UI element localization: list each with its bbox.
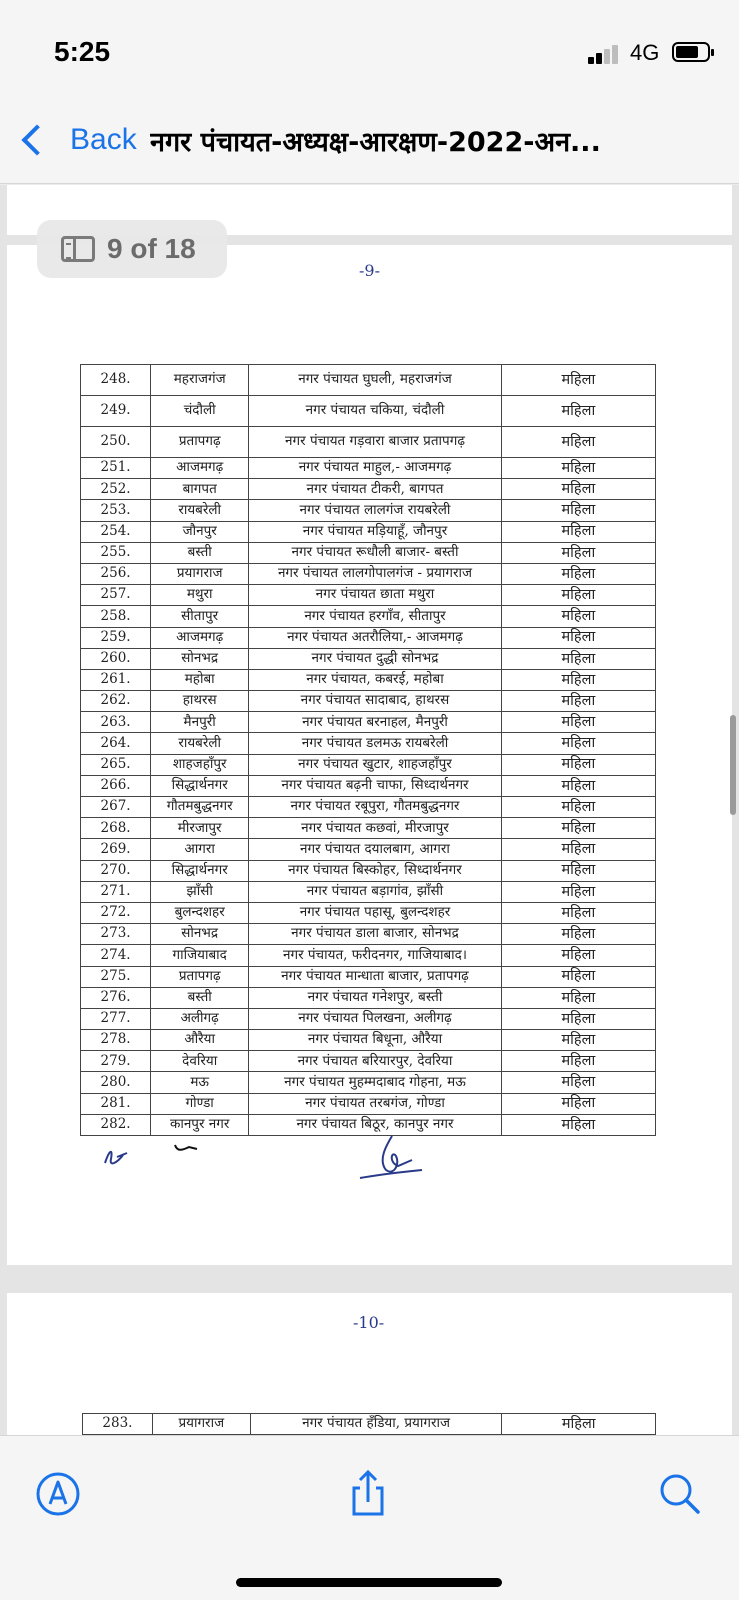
nagar-panchayat-cell: नगर पंचायत मान्धाता बाजार, प्रतापगढ़ xyxy=(249,966,501,987)
pdf-page-10 xyxy=(7,1293,732,1435)
search-icon xyxy=(652,1466,708,1522)
serial-number-cell: 272. xyxy=(81,902,151,923)
serial-number-cell: 279. xyxy=(81,1051,151,1072)
category-cell: महिला xyxy=(501,1114,655,1135)
nagar-panchayat-cell: नगर पंचायत अतरौलिया,- आजमगढ़ xyxy=(249,627,501,648)
table-row xyxy=(81,839,656,860)
signature-officer xyxy=(352,1130,432,1190)
district-cell: शाहजहाँपुर xyxy=(151,754,249,775)
table-row xyxy=(81,945,656,966)
table-row xyxy=(81,860,656,881)
serial-number-cell: 248. xyxy=(81,365,151,396)
district-cell: प्रयागराज xyxy=(151,563,249,584)
nagar-panchayat-cell: नगर पंचायत डाला बाजार, सोनभद्र xyxy=(249,924,501,945)
category-cell: महिला xyxy=(501,1093,655,1114)
nagar-panchayat-cell: नगर पंचायत बड़ागांव, झाँसी xyxy=(249,881,501,902)
nagar-panchayat-cell: नगर पंचायत रबूपुरा, गौतमबुद्धनगर xyxy=(249,797,501,818)
district-cell: रायबरेली xyxy=(151,500,249,521)
category-cell: महिला xyxy=(501,396,655,427)
document-viewer[interactable] xyxy=(0,185,739,1435)
network-type: 4G xyxy=(630,40,660,65)
category-cell: महिला xyxy=(501,669,655,690)
category-cell: महिला xyxy=(501,458,655,479)
district-cell: बागपत xyxy=(151,479,249,500)
category-cell: महिला xyxy=(501,627,655,648)
category-cell: महिला xyxy=(501,427,655,458)
page-indicator-text: 9 of 18 xyxy=(107,233,196,264)
home-indicator[interactable] xyxy=(236,1578,502,1587)
category-cell: महिला xyxy=(501,945,655,966)
district-cell: सोनभद्र xyxy=(151,648,249,669)
table-row xyxy=(81,797,656,818)
district-cell: प्रतापगढ़ xyxy=(151,427,249,458)
category-cell: महिला xyxy=(501,563,655,584)
nagar-panchayat-cell: नगर पंचायत पहासू, बुलन्दशहर xyxy=(249,902,501,923)
nagar-panchayat-cell: नगर पंचायत बरियारपुर, देवरिया xyxy=(249,1051,501,1072)
chevron-left-icon xyxy=(21,124,52,155)
district-cell: चंदौली xyxy=(151,396,249,427)
serial-number-cell: 262. xyxy=(81,691,151,712)
category-cell: महिला xyxy=(501,712,655,733)
page-number-mark: -10- xyxy=(353,1313,385,1332)
nagar-panchayat-cell: नगर पंचायत टीकरी, बागपत xyxy=(249,479,501,500)
category-cell: महिला xyxy=(501,733,655,754)
nagar-panchayat-cell: नगर पंचायत गड़वारा बाजार प्रतापगढ़ xyxy=(249,427,501,458)
table-row xyxy=(81,1072,656,1093)
serial-number-cell: 252. xyxy=(81,479,151,500)
category-cell: महिला xyxy=(501,881,655,902)
category-cell: महिला xyxy=(502,1414,656,1435)
nagar-panchayat-cell: नगर पंचायत हरगाँव, सीतापुर xyxy=(249,606,501,627)
serial-number-cell: 255. xyxy=(81,542,151,563)
pdf-page-9 xyxy=(7,245,732,1265)
serial-number-cell: 263. xyxy=(81,712,151,733)
document-title: नगर पंचायत-अध्यक्ष-आरक्षण-2022-अन... xyxy=(150,127,601,158)
serial-number-cell: 274. xyxy=(81,945,151,966)
cellular-signal-icon xyxy=(588,44,620,64)
table-row xyxy=(81,458,656,479)
serial-number-cell: 276. xyxy=(81,987,151,1008)
serial-number-cell: 269. xyxy=(81,839,151,860)
district-cell: रायबरेली xyxy=(151,733,249,754)
serial-number-cell: 259. xyxy=(81,627,151,648)
district-cell: औरैया xyxy=(151,1030,249,1051)
category-cell: महिला xyxy=(501,924,655,945)
serial-number-cell: 249. xyxy=(81,396,151,427)
district-cell: गौतमबुद्धनगर xyxy=(151,797,249,818)
category-cell: महिला xyxy=(501,1008,655,1029)
markup-pen-icon xyxy=(30,1466,86,1522)
reservation-table-continued xyxy=(82,1413,656,1435)
serial-number-cell: 280. xyxy=(81,1072,151,1093)
nagar-panchayat-cell: नगर पंचायत लालगंज रायबरेली xyxy=(249,500,501,521)
district-cell: आजमगढ़ xyxy=(151,627,249,648)
table-row xyxy=(81,627,656,648)
table-row xyxy=(81,902,656,923)
serial-number-cell: 261. xyxy=(81,669,151,690)
serial-number-cell: 273. xyxy=(81,924,151,945)
serial-number-cell: 275. xyxy=(81,966,151,987)
nagar-panchayat-cell: नगर पंचायत बिधूना, औरैया xyxy=(249,1030,501,1051)
serial-number-cell: 258. xyxy=(81,606,151,627)
table-row xyxy=(81,818,656,839)
nagar-panchayat-cell: नगर पंचायत, फरीदनगर, गाजियाबाद। xyxy=(249,945,501,966)
serial-number-cell: 260. xyxy=(81,648,151,669)
table-row xyxy=(81,691,656,712)
nagar-panchayat-cell: नगर पंचायत, कबरई, महोबा xyxy=(249,669,501,690)
category-cell: महिला xyxy=(501,754,655,775)
nagar-panchayat-cell: नगर पंचायत बढ़नी चाफा, सिध्दार्थनगर xyxy=(249,775,501,796)
table-row xyxy=(81,987,656,1008)
share-button[interactable] xyxy=(340,1466,396,1522)
district-cell: सिद्धार्थनगर xyxy=(151,775,249,796)
serial-number-cell: 278. xyxy=(81,1030,151,1051)
district-cell: महराजगंज xyxy=(151,365,249,396)
category-cell: महिला xyxy=(501,902,655,923)
search-button[interactable] xyxy=(652,1466,708,1522)
category-cell: महिला xyxy=(501,1051,655,1072)
serial-number-cell: 266. xyxy=(81,775,151,796)
nagar-panchayat-cell: नगर पंचायत हँडिया, प्रयागराज xyxy=(250,1414,502,1435)
category-cell: महिला xyxy=(501,1072,655,1093)
serial-number-cell: 264. xyxy=(81,733,151,754)
table-row xyxy=(81,669,656,690)
category-cell: महिला xyxy=(501,365,655,396)
category-cell: महिला xyxy=(501,860,655,881)
district-cell: मीरजापुर xyxy=(151,818,249,839)
sidebar-icon xyxy=(61,236,95,262)
nagar-panchayat-cell: नगर पंचायत गनेशपुर, बस्ती xyxy=(249,987,501,1008)
district-cell: कानपुर नगर xyxy=(151,1114,249,1135)
table-row xyxy=(81,396,656,427)
nagar-panchayat-cell: नगर पंचायत मुहम्मदाबाद गोहना, मऊ xyxy=(249,1072,501,1093)
table-row xyxy=(81,479,656,500)
category-cell: महिला xyxy=(501,987,655,1008)
serial-number-cell: 277. xyxy=(81,1008,151,1029)
nagar-panchayat-cell: नगर पंचायत पिलखना, अलीगढ़ xyxy=(249,1008,501,1029)
category-cell: महिला xyxy=(501,775,655,796)
district-cell: जौनपुर xyxy=(151,521,249,542)
nagar-panchayat-cell: नगर पंचायत खुटार, शाहजहाँपुर xyxy=(249,754,501,775)
district-cell: बस्ती xyxy=(151,542,249,563)
category-cell: महिला xyxy=(501,966,655,987)
table-row xyxy=(81,606,656,627)
district-cell: मऊ xyxy=(151,1072,249,1093)
district-cell: सिद्धार्थनगर xyxy=(151,860,249,881)
district-cell: सोनभद्र xyxy=(151,924,249,945)
share-icon xyxy=(340,1466,396,1522)
nagar-panchayat-cell: नगर पंचायत तरबगंज, गोण्डा xyxy=(249,1093,501,1114)
category-cell: महिला xyxy=(501,479,655,500)
district-cell: महोबा xyxy=(151,669,249,690)
category-cell: महिला xyxy=(501,585,655,606)
table-row xyxy=(81,648,656,669)
nagar-panchayat-cell: नगर पंचायत बरनाहल, मैनपुरी xyxy=(249,712,501,733)
table-row xyxy=(81,585,656,606)
nagar-panchayat-cell: नगर पंचायत चकिया, चंदौली xyxy=(249,396,501,427)
category-cell: महिला xyxy=(501,839,655,860)
serial-number-cell: 251. xyxy=(81,458,151,479)
category-cell: महिला xyxy=(501,606,655,627)
district-cell: झाँसी xyxy=(151,881,249,902)
nagar-panchayat-cell: नगर पंचायत सादाबाद, हाथरस xyxy=(249,691,501,712)
table-row xyxy=(81,500,656,521)
nagar-panchayat-cell: नगर पंचायत घुघली, महराजगंज xyxy=(249,365,501,396)
serial-number-cell: 270. xyxy=(81,860,151,881)
district-cell: गोण्डा xyxy=(151,1093,249,1114)
table-row xyxy=(81,924,656,945)
nagar-panchayat-cell: नगर पंचायत छाता मथुरा xyxy=(249,585,501,606)
nagar-panchayat-cell: नगर पंचायत दुद्धी सोनभद्र xyxy=(249,648,501,669)
category-cell: महिला xyxy=(501,1030,655,1051)
navigation-bar xyxy=(0,100,739,184)
table-row xyxy=(81,427,656,458)
district-cell: अलीगढ़ xyxy=(151,1008,249,1029)
district-cell: देवरिया xyxy=(151,1051,249,1072)
nagar-panchayat-cell: नगर पंचायत रूधौली बाजार- बस्ती xyxy=(249,542,501,563)
district-cell: बस्ती xyxy=(151,987,249,1008)
status-bar xyxy=(0,0,739,100)
battery-icon xyxy=(672,42,710,62)
district-cell: मथुरा xyxy=(151,585,249,606)
status-time: 5:25 xyxy=(54,36,111,67)
district-cell: हाथरस xyxy=(151,691,249,712)
category-cell: महिला xyxy=(501,648,655,669)
district-cell: प्रतापगढ़ xyxy=(151,966,249,987)
table-row xyxy=(81,966,656,987)
nagar-panchayat-cell: नगर पंचायत माहुल,- आजमगढ़ xyxy=(249,458,501,479)
district-cell: सीतापुर xyxy=(151,606,249,627)
table-row xyxy=(83,1414,656,1435)
district-cell: बुलन्दशहर xyxy=(151,902,249,923)
table-row xyxy=(81,365,656,396)
table-row xyxy=(81,733,656,754)
nagar-panchayat-cell: नगर पंचायत बिठूर, कानपुर नगर xyxy=(249,1114,501,1135)
nagar-panchayat-cell: नगर पंचायत मड़ियाहूँ, जौनपुर xyxy=(249,521,501,542)
category-cell: महिला xyxy=(501,521,655,542)
scrollbar-thumb[interactable] xyxy=(730,715,736,815)
reservation-table xyxy=(80,364,656,1136)
table-row xyxy=(81,775,656,796)
serial-number-cell: 256. xyxy=(81,563,151,584)
table-row xyxy=(81,521,656,542)
serial-number-cell: 250. xyxy=(81,427,151,458)
serial-number-cell: 283. xyxy=(83,1414,153,1435)
page-number-mark: -9- xyxy=(359,261,380,280)
category-cell: महिला xyxy=(501,818,655,839)
serial-number-cell: 268. xyxy=(81,818,151,839)
district-cell: गाजियाबाद xyxy=(151,945,249,966)
table-row xyxy=(81,563,656,584)
table-row xyxy=(81,712,656,733)
nagar-panchayat-cell: नगर पंचायत कछवां, मीरजापुर xyxy=(249,818,501,839)
serial-number-cell: 254. xyxy=(81,521,151,542)
table-row xyxy=(81,1008,656,1029)
nagar-panchayat-cell: नगर पंचायत बिस्कोहर, सिध्दार्थनगर xyxy=(249,860,501,881)
bottom-toolbar xyxy=(0,1435,739,1600)
nagar-panchayat-cell: नगर पंचायत लालगोपालगंज - प्रयागराज xyxy=(249,563,501,584)
serial-number-cell: 282. xyxy=(81,1114,151,1135)
serial-number-cell: 267. xyxy=(81,797,151,818)
page-indicator[interactable] xyxy=(37,220,227,278)
table-row xyxy=(81,1093,656,1114)
serial-number-cell: 281. xyxy=(81,1093,151,1114)
back-label: Back xyxy=(70,123,137,156)
nagar-panchayat-cell: नगर पंचायत दयालबाग, आगरा xyxy=(249,839,501,860)
nagar-panchayat-cell: नगर पंचायत डलमऊ रायबरेली xyxy=(249,733,501,754)
district-cell: आगरा xyxy=(151,839,249,860)
markup-button[interactable] xyxy=(30,1466,86,1522)
table-row xyxy=(81,542,656,563)
table-row xyxy=(81,1030,656,1051)
serial-number-cell: 257. xyxy=(81,585,151,606)
signature-mark xyxy=(97,1133,217,1173)
district-cell: प्रयागराज xyxy=(152,1414,250,1435)
district-cell: मैनपुरी xyxy=(151,712,249,733)
category-cell: महिला xyxy=(501,500,655,521)
district-cell: आजमगढ़ xyxy=(151,458,249,479)
table-row xyxy=(81,1051,656,1072)
back-button[interactable] xyxy=(16,118,137,162)
category-cell: महिला xyxy=(501,691,655,712)
serial-number-cell: 271. xyxy=(81,881,151,902)
table-row xyxy=(81,754,656,775)
category-cell: महिला xyxy=(501,797,655,818)
serial-number-cell: 265. xyxy=(81,754,151,775)
table-row xyxy=(81,881,656,902)
category-cell: महिला xyxy=(501,542,655,563)
serial-number-cell: 253. xyxy=(81,500,151,521)
